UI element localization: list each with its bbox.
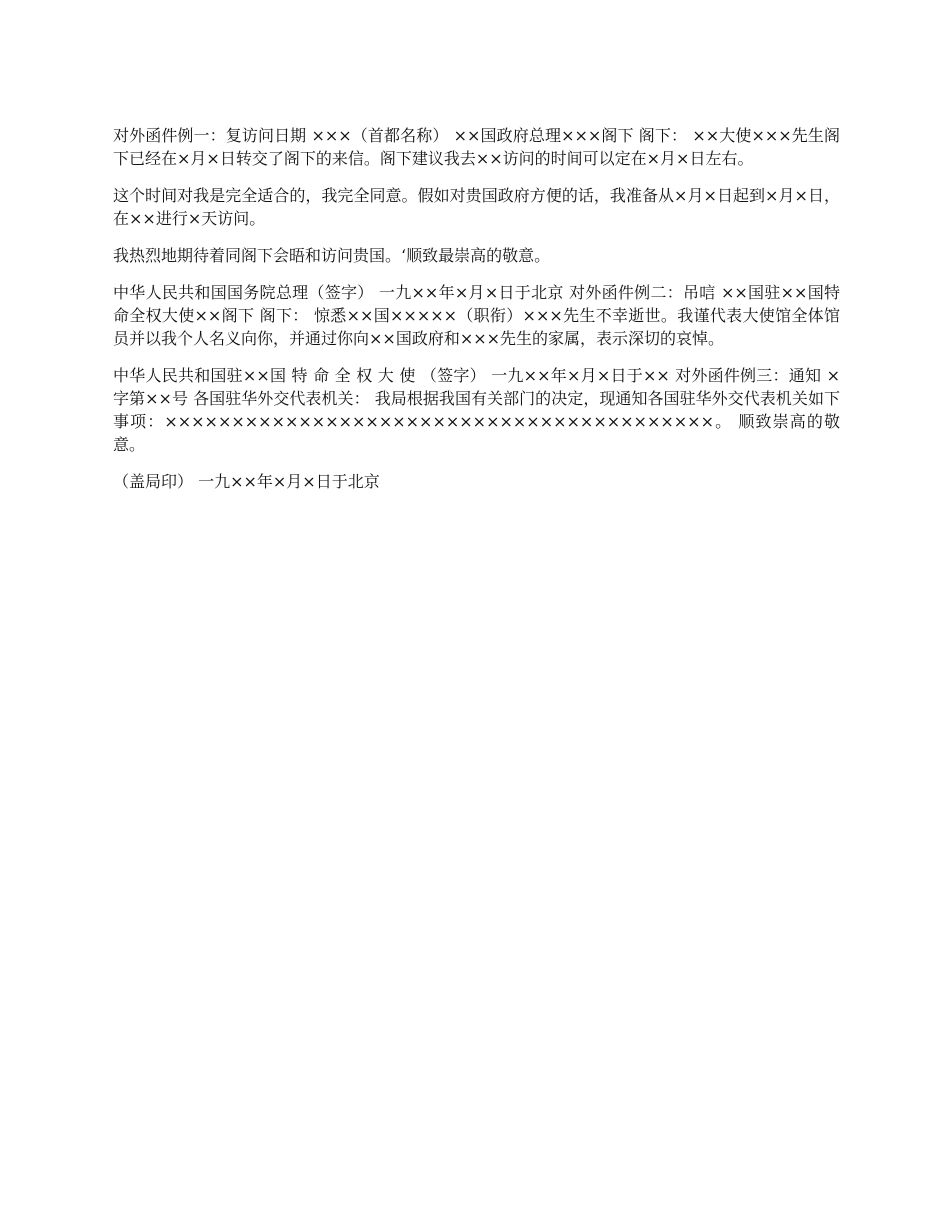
paragraph-visit-schedule: 这个时间对我是完全适合的，我完全同意。假如对贵国政府方便的话，我准备从×月×日起到×月×日，在××进行×天访问。 [113,186,840,228]
paragraph-seal-date: （盖局印） 一九××年×月×日于北京 [113,472,380,491]
paragraph-condolence: 中华人民共和国国务院总理（签字） 一九××年×月×日于北京 对外函件例二：吊唁 ××国驻××国特命全权大使××阁下 阁下： 惊悉××国×××××（职衔）×××先生不幸逝世。我谨代表大使馆全体馆员并以我个人名义向你，并通过你向××国政府和×××先生的家属，表示深切的哀悼。 [113,283,840,348]
document-body [113,124,840,507]
paragraph-notice: 中华人民共和国驻××国 特 命 全 权 大 使 （签字） 一九××年×月×日于×× 对外函件例三：通知 ×字第××号 各国驻华外交代表机关： 我局根据我国有关部门的决定，现通知各国驻华外交代表机关如下事项：×××××××××××××××××××××××××××××××××××××××××。 顺致崇高的敬意。 [113,366,840,454]
paragraph-closing-greeting: 我热烈地期待着同阁下会晤和访问贵国。‘顺致最崇高的敬意。 [113,246,551,265]
paragraph-visit-reply: 对外函件例一：复访问日期 ×××（首都名称） ××国政府总理×××阁下 阁下： ××大使×××先生阁下已经在×月×日转交了阁下的来信。阁下建议我去××访问的时间可以定在×月×日左右。 [113,126,840,168]
